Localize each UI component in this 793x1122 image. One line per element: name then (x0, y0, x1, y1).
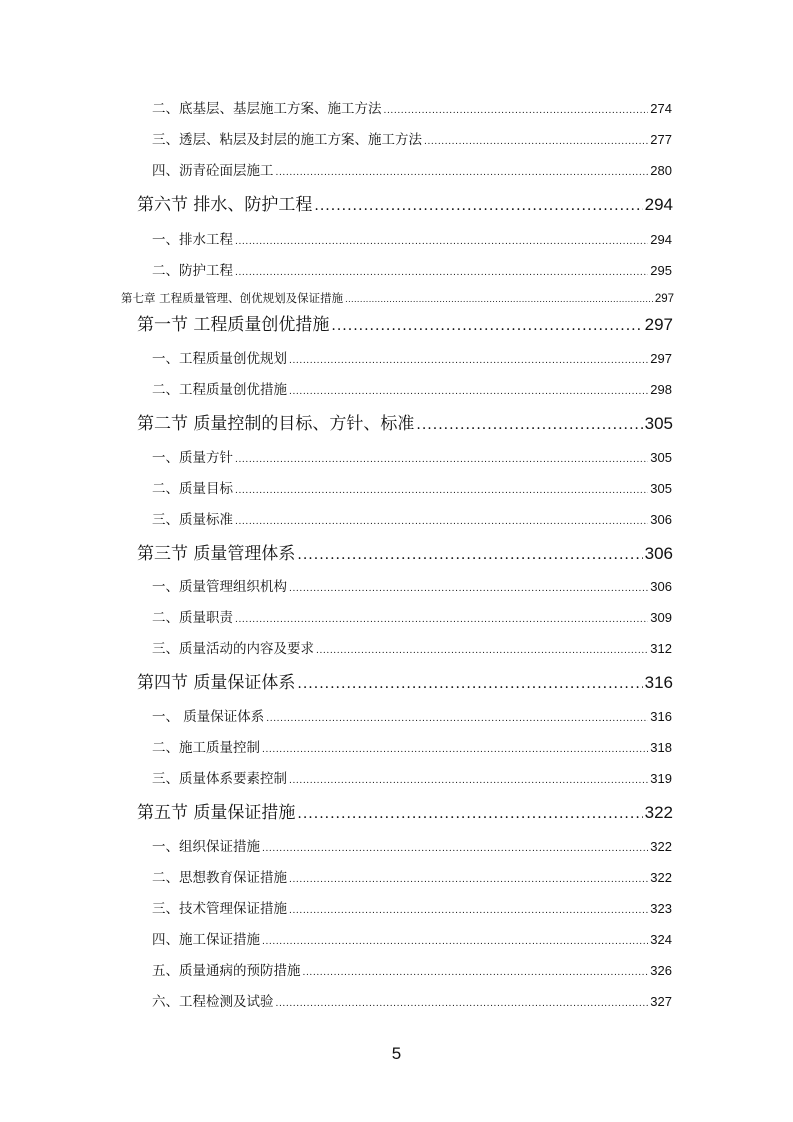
toc-entry-page: 280 (650, 163, 672, 178)
toc-entry[interactable] (152, 990, 672, 1010)
toc-entry[interactable] (152, 606, 672, 626)
toc-entry-label: 三、质量体系要素控制 (152, 771, 287, 787)
toc-dot-leader (289, 875, 648, 885)
toc-entry[interactable] (152, 259, 672, 279)
toc-entry[interactable] (152, 159, 672, 179)
toc-entry-label: 第七章 工程质量管理、创优规划及保证措施 (121, 291, 344, 305)
toc-entry[interactable] (152, 477, 672, 497)
toc-entry[interactable] (152, 928, 672, 948)
toc-section-entry[interactable] (137, 539, 673, 564)
toc-dot-leader (384, 106, 649, 116)
toc-entry-label: 一、质量方针 (152, 450, 233, 466)
toc-dot-leader (235, 268, 648, 278)
toc-entry[interactable] (152, 835, 672, 855)
toc-section-entry[interactable] (137, 668, 673, 693)
toc-chapter-entry[interactable] (121, 290, 674, 306)
toc-entry-label: 第五节 质量保证措施 (137, 803, 296, 823)
toc-entry-page: 277 (650, 132, 672, 147)
toc-section-entry[interactable] (137, 798, 673, 823)
toc-dot-leader (276, 168, 649, 178)
toc-entry[interactable] (152, 347, 672, 367)
toc-entry-page: 309 (650, 610, 672, 625)
toc-entry-page: 322 (650, 870, 672, 885)
toc-entry-page: 327 (650, 994, 672, 1009)
toc-entry-page: 294 (650, 232, 672, 247)
toc-dot-leader (331, 318, 642, 334)
toc-dot-leader (416, 417, 642, 433)
toc-entry[interactable] (152, 446, 672, 466)
toc-dot-leader (266, 714, 648, 724)
toc-entry[interactable] (152, 575, 672, 595)
toc-dot-leader (289, 776, 648, 786)
toc-entry[interactable] (152, 736, 672, 756)
toc-entry-label: 第三节 质量管理体系 (137, 544, 296, 564)
toc-entry-label: 一、工程质量创优规划 (152, 351, 287, 367)
toc-entry-label: 二、质量职责 (152, 610, 233, 626)
toc-entry-label: 二、工程质量创优措施 (152, 382, 287, 398)
toc-entry-label: 二、质量目标 (152, 481, 233, 497)
toc-dot-leader (424, 137, 648, 147)
toc-entry-label: 三、质量活动的内容及要求 (152, 641, 314, 657)
toc-entry-page: 323 (650, 901, 672, 916)
toc-entry-label: 一、排水工程 (152, 232, 233, 248)
toc-dot-leader (235, 517, 648, 527)
toc-dot-leader (289, 906, 648, 916)
toc-entry-label: 四、沥青砼面层施工 (152, 163, 274, 179)
toc-entry-label: 三、技术管理保证措施 (152, 901, 287, 917)
toc-entry[interactable] (152, 959, 672, 979)
toc-entry-page: 274 (650, 101, 672, 116)
toc-section-entry[interactable] (137, 409, 673, 434)
toc-dot-leader (276, 999, 649, 1009)
toc-dot-leader (297, 547, 642, 563)
toc-entry[interactable] (152, 228, 672, 248)
toc-entry-page: 306 (650, 579, 672, 594)
toc-entry-page: 297 (654, 293, 674, 305)
toc-entry-page: 318 (650, 740, 672, 755)
toc-dot-leader (289, 387, 648, 397)
toc-dot-leader (235, 615, 648, 625)
toc-entry[interactable] (152, 378, 672, 398)
toc-entry-label: 第六节 排水、防护工程 (137, 195, 313, 215)
toc-entry-page: 316 (650, 709, 672, 724)
toc-entry-page: 298 (650, 382, 672, 397)
toc-entry-page: 305 (644, 414, 673, 433)
toc-section-entry[interactable] (137, 310, 673, 335)
toc-entry-page: 316 (644, 673, 673, 692)
toc-entry[interactable] (152, 897, 672, 917)
toc-entry-page: 319 (650, 771, 672, 786)
toc-dot-leader (235, 237, 648, 247)
toc-entry-label: 二、思想教育保证措施 (152, 870, 287, 886)
toc-entry[interactable] (152, 705, 672, 725)
toc-dot-leader (289, 356, 648, 366)
toc-entry-page: 297 (644, 315, 673, 334)
toc-entry-page: 305 (650, 450, 672, 465)
toc-entry-label: 六、工程检测及试验 (152, 994, 274, 1010)
toc-entry-page: 295 (650, 263, 672, 278)
toc-entry-page: 305 (650, 481, 672, 496)
toc-entry[interactable] (152, 97, 672, 117)
toc-entry-label: 第四节 质量保证体系 (137, 673, 296, 693)
toc-entry[interactable] (152, 767, 672, 787)
toc-entry[interactable] (152, 866, 672, 886)
toc-entry-page: 306 (644, 544, 673, 563)
toc-entry-page: 294 (644, 195, 673, 214)
toc-section-entry[interactable] (137, 190, 673, 215)
toc-entry-label: 三、透层、粘层及封层的施工方案、施工方法 (152, 132, 422, 148)
toc-entry-page: 324 (650, 932, 672, 947)
toc-dot-leader (262, 745, 648, 755)
toc-dot-leader (289, 584, 648, 594)
toc-entry-label: 二、底基层、基层施工方案、施工方法 (152, 101, 382, 117)
toc-entry-page: 306 (650, 512, 672, 527)
toc-dot-leader (345, 295, 653, 304)
toc-dot-leader (297, 676, 642, 692)
toc-entry-page: 322 (650, 839, 672, 854)
toc-entry-page: 312 (650, 641, 672, 656)
toc-dot-leader (314, 198, 642, 214)
toc-entry-label: 四、施工保证措施 (152, 932, 260, 948)
toc-entry-page: 322 (644, 803, 673, 822)
toc-entry-page: 297 (650, 351, 672, 366)
toc-entry-label: 一、 质量保证体系 (152, 709, 265, 725)
toc-entry[interactable] (152, 637, 672, 657)
toc-dot-leader (303, 968, 649, 978)
toc-entry-label: 二、防护工程 (152, 263, 233, 279)
page-number: 5 (391, 1044, 402, 1063)
toc-dot-leader (262, 844, 648, 854)
toc-entry[interactable] (152, 508, 672, 528)
toc-entry[interactable] (152, 128, 672, 148)
toc-entry-label: 五、质量通病的预防措施 (152, 963, 301, 979)
toc-entry-label: 一、质量管理组织机构 (152, 579, 287, 595)
toc-dot-leader (235, 486, 648, 496)
toc-entry-page: 326 (650, 963, 672, 978)
toc-entry-label: 第一节 工程质量创优措施 (137, 315, 330, 335)
toc-entry-label: 二、施工质量控制 (152, 740, 260, 756)
toc-entry-label: 三、质量标准 (152, 512, 233, 528)
toc-dot-leader (235, 455, 648, 465)
toc-dot-leader (316, 646, 648, 656)
toc-entry-label: 一、组织保证措施 (152, 839, 260, 855)
toc-dot-leader (262, 937, 648, 947)
toc-dot-leader (297, 806, 642, 822)
toc-entry-label: 第二节 质量控制的目标、方针、标准 (137, 414, 415, 434)
